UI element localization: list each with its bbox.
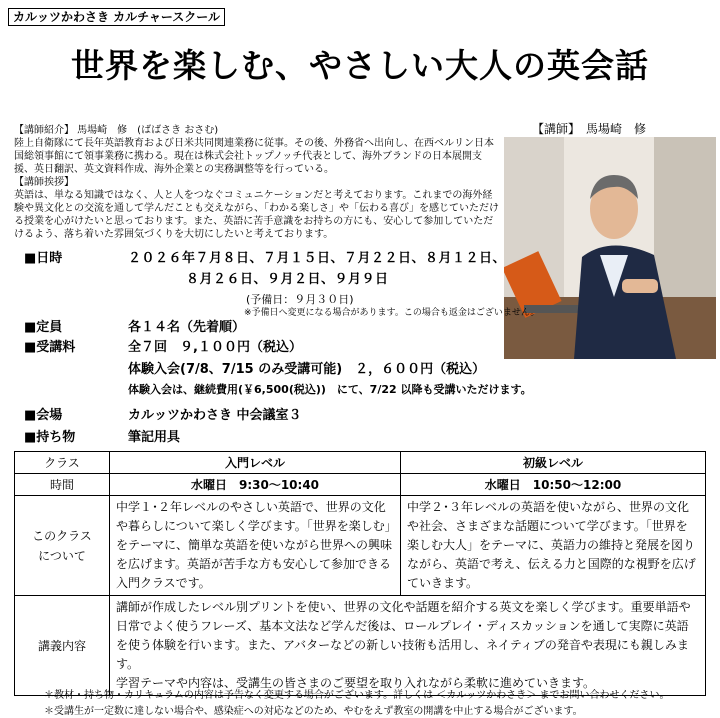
footnote-2: ＊受講生が一定数に達しない場合や、感染症への対応などのため、やむをえず教室の開講を中止する場合がございます。	[44, 706, 583, 717]
instructor-caption: 【講師】 馬場崎 修	[532, 122, 647, 136]
content-label: 講義内容	[15, 596, 110, 696]
schedule-line2: ８月２６日、９月２日、９月９日	[186, 272, 389, 287]
items-value: 筆記用具	[128, 430, 181, 445]
table-row	[15, 496, 706, 596]
schedule-reserve: (予備日：９月３０日)	[246, 293, 354, 306]
instructor-photo	[504, 137, 716, 359]
content-body: 講師が作成したレベル別プリントを使い、世界の文化や話題を紹介する英文を楽しく学びます。重要単語や日常でよく使うフレーズ、基本文法など学んだ後は、ロールプレイ・ディスカッションを通して実際に英語を使う体験を行います。また、アバターなどの新しい技術も活用し、ネイティブの発音や表現にも親しみます。 学習テーマや内容は、受講生の皆さまのご要望を取り入れながら柔軟に進めていきます。	[110, 596, 706, 696]
page-title: 世界を楽しむ、やさしい大人の英会話	[71, 46, 649, 85]
intro-heading: 【講師紹介】 馬場崎 修 (ばばさき おさむ)	[14, 125, 219, 136]
course-table	[14, 451, 706, 696]
intro-body: 陸上自衛隊にて長年英語教育および日米共同関連業務に従事。その後、外務省へ出向し、在西ベルリン日本国総領事館にて領事業務に携わる。現在は株式会社トップノッチ代表として、海外ブランドの日本展開支援、英日翻訳、英文資料作成、海外企業との実務調整等を行っている。	[14, 138, 494, 175]
items-label: ■持ち物	[24, 430, 76, 445]
about-elementary: 中学２･３年レベルの英語を使いながら、世界の文化や社会、さまざまな話題について学びます。「世界を楽しむ大人」をテーマに、英語力の維持と発展を図りながら、英語で考え、伝える力と国際的な視野を広げていきます。	[401, 496, 706, 596]
time-label: 時間	[15, 474, 110, 496]
time-elementary: 水曜日 10:50～12:00	[401, 474, 706, 496]
table-row	[15, 596, 706, 696]
greeting-heading: 【講師挨拶】	[14, 177, 74, 188]
capacity-label: ■定員	[24, 320, 63, 335]
greeting-body: 英語は、単なる知識ではなく、人と人をつなぐコミュニケーションだと考えております。これまでの海外経験や異文化との交流を通して学んだことも交えながら、「わかる楽しさ」や「伝わる喜び」を感じていただける授業を心がけたいと思っております。また、英語に苦手意識をお持ちの方にも、安心して参加していただけるよう、落ち着いた雰囲気づくりを大切にしたいと考えております。	[14, 190, 499, 240]
fee-trial: 体験入会(7/8、7/15 のみ受講可能) ２，６００円（税込）	[128, 362, 486, 377]
schedule-label: ■日時	[24, 251, 63, 266]
schedule-line1: ２０２６年７月８日、７月１５日、７月２２日、８月１２日、	[128, 251, 507, 266]
about-label: このクラス について	[15, 496, 110, 596]
table-row	[15, 474, 706, 496]
capacity-value: 各１４名（先着順）	[128, 320, 246, 335]
fee-label: ■受講料	[24, 340, 76, 355]
col-beginner: 入門レベル	[110, 452, 401, 474]
venue-value: カルッツかわさき 中会議室３	[128, 408, 302, 423]
fee-trial-note: 体験入会は、継続費用(￥6,500(税込)) にて、7/22 以降も受講いただけます。	[128, 383, 532, 396]
footnote-1: ＊教材・持ち物・カリキュラムの内容は予告なく変更する場合がございます。詳しくは ＜カルッツかわさき＞ までお問い合わせください。	[44, 690, 670, 701]
instructor-bio	[14, 124, 500, 241]
venue-label: ■会場	[24, 408, 63, 423]
schedule-reserve-note: ※予備日へ変更になる場合があります。この場合も返金はございません。	[244, 308, 540, 318]
about-beginner: 中学１･２年レベルのやさしい英語で、世界の文化や暮らしについて楽しく学びます。「世界を楽しむ」をテーマに、簡単な英語を使いながら世界への興味を広げます。英語が苦手な方も安心して参加できる入門クラスです。	[110, 496, 401, 596]
fee-value: 全７回 ９,１００円（税込）	[128, 340, 302, 355]
school-name: カルッツかわさき カルチャースクール	[8, 8, 225, 26]
table-row	[15, 452, 706, 474]
class-label: クラス	[15, 452, 110, 474]
time-beginner: 水曜日 9:30～10:40	[110, 474, 401, 496]
col-elementary: 初級レベル	[401, 452, 706, 474]
